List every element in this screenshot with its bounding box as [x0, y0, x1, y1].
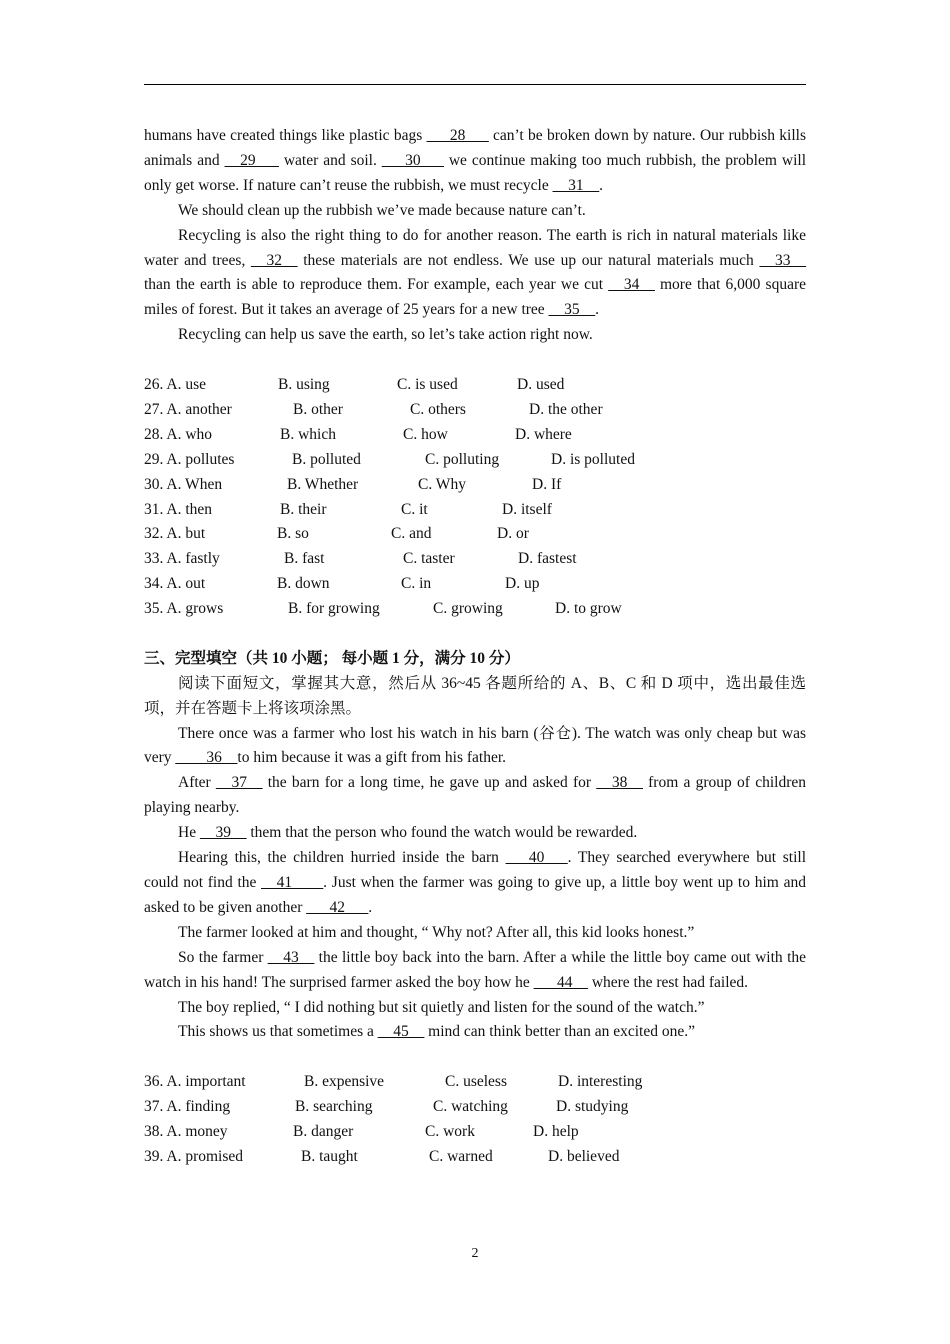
blank-39: __39__ — [199, 824, 247, 842]
blank-43: __43__ — [267, 948, 315, 966]
section-3-instructions: 阅读下面短文，掌握其大意，然后从 36~45 各题所给的 A、B、C 和 D 项中，选出最佳选项，并在答题卡上将该项涂黑。 — [144, 674, 806, 717]
blank-32: __32__ — [251, 251, 298, 269]
blank-38: __38__ — [596, 774, 643, 792]
blank-42: ___42___ — [306, 898, 369, 916]
blank-28: ___28___ — [426, 127, 489, 144]
option-row-28: 28. A. who B. which C. how D. where — [144, 425, 572, 443]
option-row-31: 31. A. then B. their C. it D. itself — [144, 500, 552, 518]
option-row-34: 34. A. out B. down C. in D. up — [144, 575, 540, 593]
page-number: 2 — [471, 1246, 479, 1261]
passage2-paragraph-6: So the farmer __43__ the little boy back into the barn. After a while the little boy came out with the watch in his hand! The surprised farmer asked the boy how he ___44__ where the rest had failed. — [144, 948, 806, 991]
option-row-37: 37. A. finding B. searching C. watching D. studying — [144, 1098, 629, 1116]
blank-33: __33__ — [759, 251, 806, 269]
passage1-paragraph-4: Recycling can help us save the earth, so let’s take action right now. — [178, 326, 593, 344]
passage2-paragraph-7: The boy replied, “ I did nothing but sit quietly and listen for the sound of the watch.” — [178, 998, 705, 1016]
option-row-36: 36. A. important B. expensive C. useless D. interesting — [144, 1073, 643, 1091]
option-row-32: 32. A. but B. so C. and D. or — [144, 525, 529, 543]
blank-30: ___30___ — [381, 151, 444, 169]
passage2-paragraph-8: This shows us that sometimes a __45__ mind can think better than an excited one.” — [178, 1023, 696, 1041]
option-row-27: 27. A. another B. other C. others D. the other — [144, 400, 603, 418]
blank-37: __37__ — [215, 774, 263, 792]
blank-31: __31__ — [552, 176, 600, 194]
options-26-35 — [144, 373, 806, 622]
header-rule — [144, 84, 806, 85]
passage1-paragraph-1: humans have created things like plastic bags ___28___ can’t be broken down by nature. Our rubbish kills animals and __29___ water and soil. ___30___ we continue making too much rubbish, the problem will only get worse. If nature can’t reuse the rubbish, we must recycle __31__. — [144, 127, 807, 194]
passage1-paragraph-3: Recycling is also the right thing to do for another reason. The earth is rich in natural materials like water and trees, __32__ these materials are not endless. We use up our natural materials much __33__ than the earth is able to reproduce them. For example, each year we cut __34__ more that 6,000 square miles of forest. But it takes an average of 25 years for a new tree __35__. — [144, 226, 806, 319]
options-36-39 — [144, 1070, 806, 1170]
section-3-heading: 三、完型填空（共 10 小题； 每小题 1 分，满分 10 分） — [144, 649, 520, 667]
passage2-paragraph-5: The farmer looked at him and thought, “ Why not? After all, this kid looks honest.” — [178, 923, 695, 941]
passage2-paragraph-3: He __39__ them that the person who found the watch would be rewarded. — [178, 824, 638, 842]
passage1-paragraph-2: We should clean up the rubbish we’ve made because nature can’t. — [178, 201, 586, 219]
blank-35: __35__ — [548, 301, 596, 319]
blank-36: ____36__ — [175, 749, 238, 767]
blank-44: ___44__ — [533, 973, 588, 991]
option-row-26: 26. A. use B. using C. is used D. used — [144, 376, 565, 394]
blank-45: __45__ — [377, 1023, 425, 1041]
blank-41: __41____ — [261, 874, 324, 891]
page-content — [144, 124, 806, 1170]
option-row-33: 33. A. fastly B. fast C. taster D. fastest — [144, 550, 577, 568]
option-row-30: 30. A. When B. Whether C. Why D. If — [144, 475, 562, 493]
passage2-paragraph-1: There once was a farmer who lost his watch in his barn (谷仓). The watch was only cheap but was very ____36__to him because it was a gift from his father. — [144, 724, 806, 767]
blank-34: __34__ — [608, 276, 655, 294]
passage2-paragraph-2: After __37__ the barn for a long time, he gave up and asked for __38__ from a group of children playing nearby. — [144, 774, 807, 817]
blank-40: ___40___ — [505, 849, 568, 867]
option-row-35: 35. A. grows B. for growing C. growing D. to grow — [144, 600, 622, 618]
passage2-paragraph-4: Hearing this, the children hurried inside the barn ___40___. They searched everywhere but still could not find the __41____. Just when the farmer was going to give up, a little boy went up to him and asked to be given another ___42___. — [144, 849, 807, 916]
option-row-38: 38. A. money B. danger C. work D. help — [144, 1123, 579, 1141]
option-row-29: 29. A. pollutes B. polluted C. polluting D. is polluted — [144, 450, 635, 468]
option-row-39: 39. A. promised B. taught C. warned D. believed — [144, 1147, 620, 1165]
blank-29: __29___ — [224, 151, 279, 169]
